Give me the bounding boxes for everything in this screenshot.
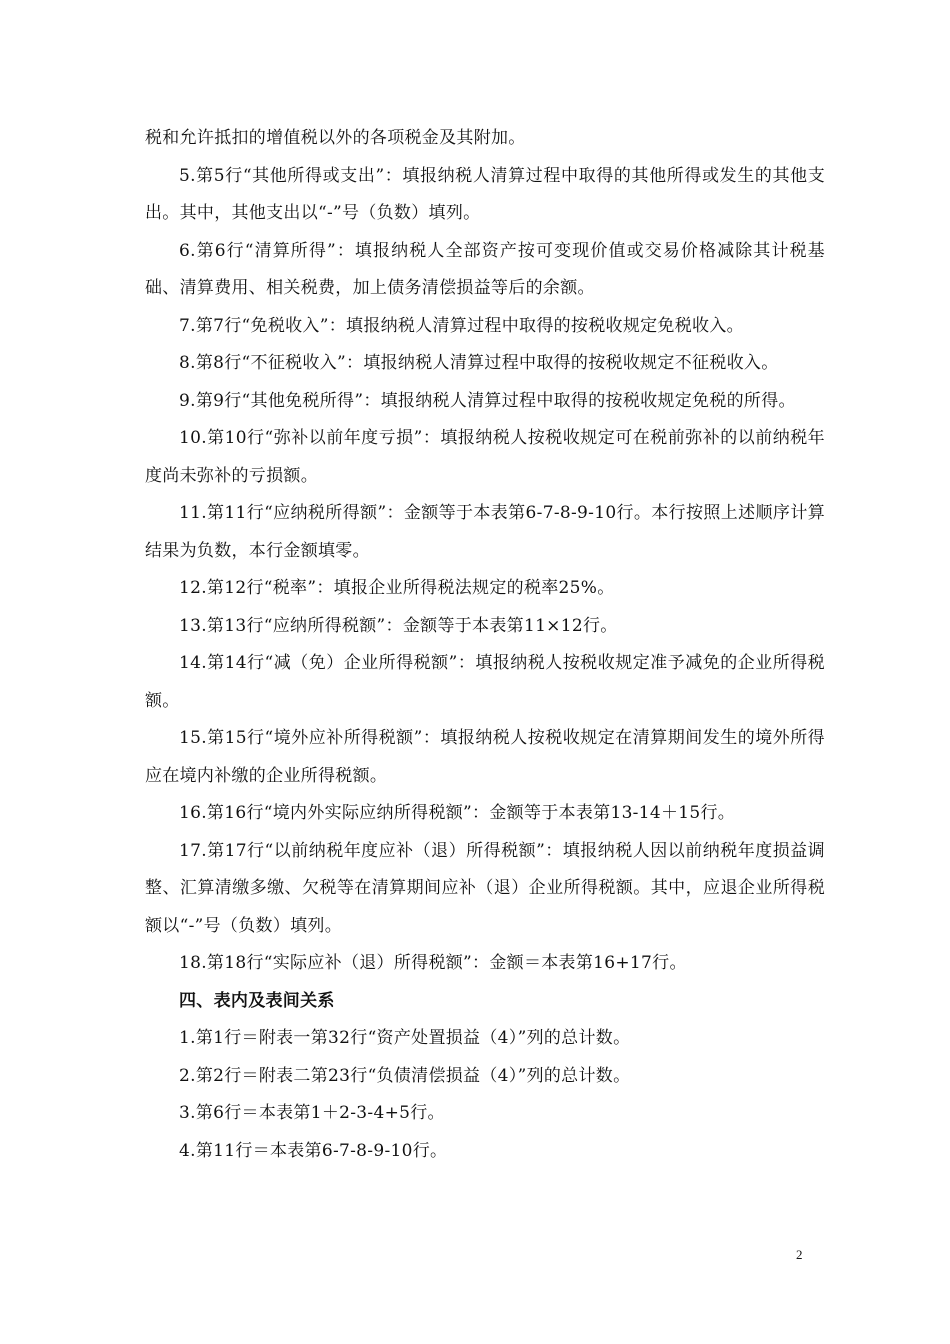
paragraph-row-9: 9.第9行“其他免税所得”：填报纳税人清算过程中取得的按税收规定免税的所得。 xyxy=(179,390,796,411)
paragraph-row-17: 17.第17行“以前纳税年度应补（退）所得税额”：填报纳税人因以前纳税年度损益调整、汇算清缴多缴、欠税等在清算期间应补（退）企业所得税额。其中，应退企业所得税额以“-”号（负数）填列。 xyxy=(145,840,825,936)
paragraph-row-15: 15.第15行“境外应补所得税额”：填报纳税人按税收规定在清算期间发生的境外所得应在境内补缴的企业所得税额。 xyxy=(145,728,825,786)
paragraph-row-16: 16.第16行“境内外实际应纳所得税额”：金额等于本表第13-14＋15行。 xyxy=(179,803,736,823)
paragraph-row-8: 8.第8行“不征税收入”：填报纳税人清算过程中取得的按税收规定不征税收入。 xyxy=(179,353,779,373)
paragraph-row-13: 13.第13行“应纳所得税额”：金额等于本表第11×12行。 xyxy=(179,615,618,636)
section-heading: 四、表内及表间关系 xyxy=(179,990,335,1011)
paragraph-continuation: 税和允许抵扣的增值税以外的各项税金及其附加。 xyxy=(145,128,526,148)
relation-item: 3.第6行＝本表第1＋2-3-4+5行。 xyxy=(179,1103,445,1123)
paragraph-row-6: 6.第6行“清算所得”：填报纳税人全部资产按可变现价值或交易价格减除其计税基础、清算费用、相关税费，加上债务清偿损益等后的余额。 xyxy=(145,240,825,298)
paragraph-row-14: 14.第14行“减（免）企业所得税额”：填报纳税人按税收规定准予减免的企业所得税额。 xyxy=(145,653,825,711)
relation-item: 2.第2行＝附表二第23行“负债清偿损益（4）”列的总计数。 xyxy=(179,1065,631,1086)
paragraph-row-7: 7.第7行“免税收入”：填报纳税人清算过程中取得的按税收规定免税收入。 xyxy=(179,315,744,336)
paragraph-row-12: 12.第12行“税率”：填报企业所得税法规定的税率25%。 xyxy=(179,578,615,598)
paragraph-row-5: 5.第5行“其他所得或支出”：填报纳税人清算过程中取得的其他所得或发生的其他支出。其中，其他支出以“-”号（负数）填列。 xyxy=(145,165,825,223)
paragraph-row-11: 11.第11行“应纳税所得额”：金额等于本表第6-7-8-9-10行。本行按照上述顺序计算结果为负数，本行金额填零。 xyxy=(145,503,825,561)
body-text xyxy=(145,120,825,1170)
page-number: 2 xyxy=(796,1247,803,1262)
paragraph-row-10: 10.第10行“弥补以前年度亏损”：填报纳税人按税收规定可在税前弥补的以前纳税年度尚未弥补的亏损额。 xyxy=(145,428,825,486)
paragraph-row-18: 18.第18行“实际应补（退）所得税额”：金额＝本表第16+17行。 xyxy=(179,953,687,973)
relation-item: 1.第1行＝附表一第32行“资产处置损益（4）”列的总计数。 xyxy=(179,1028,631,1048)
relation-item: 4.第11行＝本表第6-7-8-9-10行。 xyxy=(179,1140,448,1161)
